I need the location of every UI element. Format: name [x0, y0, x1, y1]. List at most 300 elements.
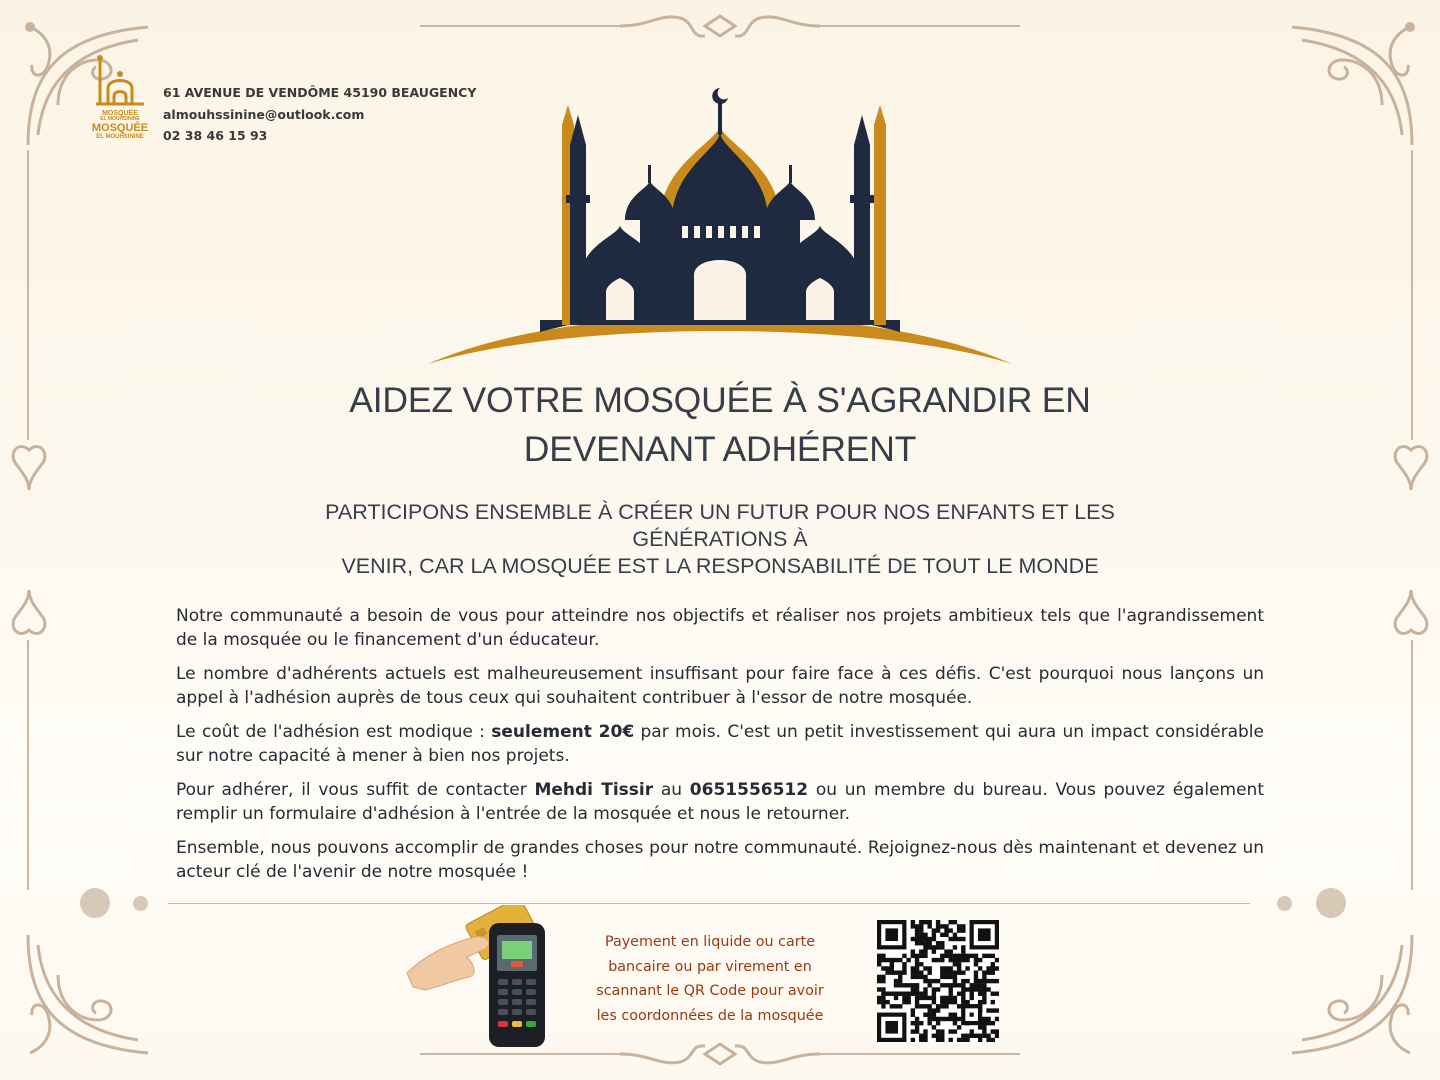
qr-module — [915, 983, 919, 987]
qr-module — [986, 966, 990, 970]
logo-mosque-icon — [88, 52, 152, 110]
payment-terminal-illustration — [405, 905, 555, 1050]
qr-module — [911, 1038, 915, 1042]
qr-module — [915, 992, 919, 996]
corner-ornament-bottom-left — [18, 925, 158, 1065]
page-title — [250, 376, 1190, 474]
side-ornament-left-upper — [8, 440, 50, 500]
qr-module — [885, 1021, 898, 1034]
qr-module — [885, 970, 889, 974]
qr-module — [877, 1000, 881, 1004]
qr-module — [949, 949, 953, 953]
qr-module — [970, 983, 974, 987]
qr-module — [881, 1004, 885, 1008]
qr-module — [919, 933, 923, 937]
qr-module — [961, 987, 965, 991]
qr-module — [970, 992, 974, 996]
qr-module — [919, 1034, 923, 1038]
decor-dot — [1316, 888, 1346, 918]
qr-module — [932, 1017, 936, 1021]
qr-module — [982, 1017, 986, 1021]
qr-module — [932, 1034, 936, 1038]
qr-module — [932, 933, 936, 937]
qr-module — [986, 1017, 990, 1021]
mosque-logo — [88, 52, 152, 144]
qr-module — [936, 924, 940, 928]
qr-module — [978, 1034, 982, 1038]
qr-module — [923, 987, 927, 991]
qr-module — [957, 983, 961, 987]
qr-module — [932, 1025, 936, 1029]
qr-module — [927, 937, 931, 941]
qr-module — [961, 970, 965, 974]
qr-module — [953, 945, 957, 949]
qr-module — [965, 979, 969, 983]
qr-module — [927, 920, 931, 924]
qr-module — [881, 954, 885, 958]
qr-module — [885, 958, 889, 962]
qr-module — [961, 992, 965, 996]
qr-module — [978, 983, 982, 987]
qr-module — [923, 954, 927, 958]
qr-module — [949, 996, 953, 1000]
qr-module — [923, 1004, 927, 1008]
subtitle-line-2: VENIR, CAR LA MOSQUÉE EST LA RESPONSABILITÉ DE TOUT LE MONDE — [341, 554, 1099, 578]
qr-module — [927, 1004, 931, 1008]
qr-module — [944, 933, 948, 937]
qr-module — [970, 1013, 974, 1017]
qr-module — [932, 1013, 936, 1017]
qr-module — [991, 1038, 995, 1042]
qr-module — [936, 1034, 940, 1038]
qr-module — [953, 1013, 957, 1017]
qr-module — [915, 937, 919, 941]
qr-module — [923, 996, 927, 1000]
qr-module — [961, 996, 965, 1000]
qr-module — [957, 924, 961, 928]
qr-module — [923, 933, 927, 937]
qr-module — [949, 992, 953, 996]
text-run: au — [653, 780, 690, 800]
qr-module — [890, 958, 894, 962]
qr-module — [915, 1000, 919, 1004]
qr-module — [927, 1013, 931, 1017]
qr-module — [982, 992, 986, 996]
qr-module — [940, 966, 944, 970]
qr-module — [991, 1008, 995, 1012]
qr-module — [953, 954, 957, 958]
logo-text-small: MOSQUÉE — [102, 110, 138, 117]
qr-module — [974, 987, 978, 991]
qr-module — [974, 983, 978, 987]
qr-module — [906, 992, 910, 996]
qr-module — [932, 958, 936, 962]
qr-module — [982, 1034, 986, 1038]
qr-module — [982, 1025, 986, 1029]
qr-module — [911, 1021, 915, 1025]
qr-module — [978, 1038, 982, 1042]
qr-module — [894, 1004, 898, 1008]
qr-module — [940, 975, 944, 979]
qr-module — [986, 987, 990, 991]
qr-module — [953, 962, 957, 966]
qr-module — [919, 937, 923, 941]
decor-dot — [80, 888, 110, 918]
logo-text-small: EL MOUHSININE — [96, 134, 144, 140]
qr-module — [949, 983, 953, 987]
body-text — [176, 604, 1264, 894]
qr-module — [927, 966, 931, 970]
qr-module — [915, 1021, 919, 1025]
qr-module — [949, 1038, 953, 1042]
qr-module — [961, 949, 965, 953]
payment-line-4: les coordonnées de la mosquée — [596, 1007, 824, 1024]
qr-module — [915, 1017, 919, 1021]
qr-module — [915, 933, 919, 937]
payment-line-3: scannant le QR Code pour avoir — [596, 983, 824, 999]
qr-module — [982, 970, 986, 974]
qr-module — [877, 958, 881, 962]
qr-module — [944, 954, 948, 958]
qr-module — [890, 992, 894, 996]
qr-module — [949, 954, 953, 958]
qr-module — [944, 983, 948, 987]
qr-module — [982, 1000, 986, 1004]
qr-module — [932, 992, 936, 996]
qr-module — [940, 1017, 944, 1021]
paragraph-3 — [176, 720, 1264, 768]
qr-module — [986, 970, 990, 974]
qr-module — [894, 992, 898, 996]
logo-text-small: EL MOUHSININE — [100, 116, 140, 122]
qr-module — [902, 983, 906, 987]
qr-module — [953, 983, 957, 987]
qr-module — [919, 954, 923, 958]
qr-module — [927, 979, 931, 983]
qr-module — [957, 928, 961, 932]
qr-module — [936, 928, 940, 932]
qr-module — [911, 1008, 915, 1012]
qr-module — [923, 1034, 927, 1038]
qr-module — [957, 937, 961, 941]
paragraph-2: Le nombre d'adhérents actuels est malheureusement insuffisant pour faire face à ces défis. C'est pourquoi nous lançons un appel à l'adhésion auprès de tous ceux qui souhaitent contribuer à l'essor de notre mosquée. — [176, 664, 1264, 708]
qr-module — [932, 1008, 936, 1012]
qr-module — [991, 966, 995, 970]
qr-module — [898, 970, 902, 974]
qr-module — [927, 945, 931, 949]
qr-module — [919, 928, 923, 932]
qr-module — [940, 933, 944, 937]
qr-module — [885, 1000, 889, 1004]
qr-module — [923, 949, 927, 953]
qr-module — [898, 1004, 902, 1008]
qr-module — [911, 1013, 915, 1017]
qr-module — [961, 924, 965, 928]
qr-module — [978, 928, 991, 941]
qr-module — [877, 987, 881, 991]
qr-module — [894, 958, 898, 962]
qr-module — [936, 1017, 940, 1021]
qr-module — [949, 966, 953, 970]
qr-module — [923, 1013, 927, 1017]
email-link[interactable]: almouhssinine@outlook.com — [163, 106, 365, 122]
qr-module — [957, 962, 961, 966]
qr-module — [923, 1038, 927, 1042]
qr-module — [927, 1008, 931, 1012]
qr-module — [927, 983, 931, 987]
text-run: Le coût de l'adhésion est modique : — [176, 722, 492, 742]
qr-module — [974, 979, 978, 983]
qr-module — [957, 1004, 961, 1008]
qr-module — [919, 1004, 923, 1008]
qr-module — [915, 966, 919, 970]
qr-module — [961, 1038, 965, 1042]
contact-phone: 0651556512 — [689, 780, 809, 800]
qr-module — [936, 979, 940, 983]
qr-module — [915, 996, 919, 1000]
qr-module — [932, 979, 936, 983]
side-ornament-right-upper — [1390, 440, 1432, 500]
qr-module — [932, 928, 936, 932]
qr-module — [949, 970, 953, 974]
qr-module — [995, 1017, 999, 1021]
qr-module — [881, 1000, 885, 1004]
qr-module — [911, 954, 915, 958]
qr-module — [915, 987, 919, 991]
top-center-flourish — [620, 8, 820, 48]
qr-module — [995, 1008, 999, 1012]
qr-module — [919, 992, 923, 996]
qr-module — [923, 975, 927, 979]
qr-module — [881, 987, 885, 991]
qr-module — [944, 970, 948, 974]
qr-module — [890, 970, 894, 974]
qr-module — [949, 1017, 953, 1021]
qr-module — [894, 970, 898, 974]
qr-module — [919, 924, 923, 928]
text-run: ou un membre du bureau. Vous pouvez également remplir un formulaire d'adhésion à l'entrée de la mosquée et nous le retourner. — [176, 780, 1264, 824]
qr-module — [961, 937, 965, 941]
qr-module — [906, 983, 910, 987]
qr-module — [995, 966, 999, 970]
qr-module — [902, 1000, 906, 1004]
qr-module — [915, 970, 919, 974]
qr-module — [881, 979, 885, 983]
qr-module — [957, 958, 961, 962]
qr-module — [953, 1000, 957, 1004]
qr-module — [986, 1021, 990, 1025]
qr-module — [898, 983, 902, 987]
qr-module — [949, 958, 953, 962]
qr-module — [923, 979, 927, 983]
qr-module — [877, 975, 881, 979]
qr-module — [940, 924, 944, 928]
qr-module — [961, 979, 965, 983]
mosque-silhouette-illustration — [420, 70, 1020, 370]
qr-module — [936, 1038, 940, 1042]
qr-module — [877, 954, 881, 958]
qr-module — [936, 1004, 940, 1008]
qr-module — [986, 954, 990, 958]
qr-module — [961, 1000, 965, 1004]
qr-module — [906, 996, 910, 1000]
qr-module — [944, 1000, 948, 1004]
qr-module — [936, 920, 940, 924]
qr-module — [965, 1034, 969, 1038]
qr-module — [936, 945, 940, 949]
qr-module — [982, 1021, 986, 1025]
qr-module — [965, 958, 969, 962]
logo-text-large: MOSQUÉE — [91, 122, 149, 134]
qr-module — [940, 1000, 944, 1004]
qr-module — [911, 924, 915, 928]
qr-module — [978, 1025, 982, 1029]
qr-module — [953, 920, 957, 924]
qr-module — [911, 987, 915, 991]
qr-module — [974, 975, 978, 979]
qr-module — [923, 945, 927, 949]
qr-module — [919, 949, 923, 953]
qr-module — [885, 928, 898, 941]
phone-number: 02 38 46 15 93 — [163, 128, 268, 143]
qr-module — [991, 954, 995, 958]
qr-module — [936, 987, 940, 991]
qr-module — [940, 1034, 944, 1038]
qr-module — [911, 983, 915, 987]
qr-module — [932, 937, 936, 941]
qr-module — [915, 1025, 919, 1029]
qr-module — [923, 937, 927, 941]
page-subtitle — [250, 499, 1190, 580]
qr-module — [944, 1017, 948, 1021]
qr-module — [932, 987, 936, 991]
qr-module — [965, 1000, 969, 1004]
qr-module — [953, 975, 957, 979]
paragraph-4 — [176, 778, 1264, 826]
qr-module — [877, 979, 881, 983]
qr-module — [940, 996, 944, 1000]
qr-module — [911, 949, 915, 953]
qr-module — [953, 970, 957, 974]
qr-module — [974, 970, 978, 974]
qr-module — [915, 928, 919, 932]
qr-module — [911, 1029, 915, 1033]
qr-module — [991, 1021, 995, 1025]
qr-module — [923, 920, 927, 924]
qr-module — [881, 996, 885, 1000]
qr-module — [961, 954, 965, 958]
qr-module — [919, 996, 923, 1000]
qr-module — [965, 1038, 969, 1042]
qr-module — [957, 1025, 961, 1029]
qr-code[interactable] — [877, 920, 999, 1042]
qr-module — [890, 1004, 894, 1008]
title-line-1: AIDEZ VOTRE MOSQUÉE À S'AGRANDIR EN — [349, 380, 1091, 420]
qr-module — [877, 996, 881, 1000]
qr-module — [881, 975, 885, 979]
qr-module — [902, 966, 906, 970]
qr-module — [894, 996, 898, 1000]
qr-module — [940, 970, 944, 974]
qr-module — [915, 975, 919, 979]
qr-module — [995, 958, 999, 962]
qr-module — [936, 1008, 940, 1012]
bottom-center-flourish — [620, 1036, 820, 1076]
qr-module — [986, 979, 990, 983]
qr-module — [991, 1029, 995, 1033]
qr-module — [986, 1034, 990, 1038]
qr-module — [978, 992, 982, 996]
subtitle-line-1: PARTICIPONS ENSEMBLE À CRÉER UN FUTUR POUR NOS ENFANTS ET LES GÉNÉRATIONS À — [325, 500, 1115, 551]
qr-module — [957, 966, 961, 970]
qr-module — [911, 975, 915, 979]
qr-module — [915, 924, 919, 928]
qr-module — [953, 996, 957, 1000]
address: 61 AVENUE DE VENDÔME 45190 BEAUGENCY — [163, 85, 477, 100]
qr-module — [919, 1021, 923, 1025]
qr-module — [949, 975, 953, 979]
qr-module — [898, 958, 902, 962]
qr-module — [949, 1000, 953, 1004]
qr-module — [961, 928, 965, 932]
qr-module — [944, 966, 948, 970]
qr-module — [902, 992, 906, 996]
qr-module — [991, 979, 995, 983]
qr-module — [974, 1034, 978, 1038]
qr-module — [974, 958, 978, 962]
qr-module — [949, 1029, 953, 1033]
qr-module — [915, 1029, 919, 1033]
title-line-2: DEVENANT ADHÉRENT — [523, 429, 917, 469]
qr-module — [957, 992, 961, 996]
qr-module — [906, 958, 910, 962]
qr-module — [915, 954, 919, 958]
qr-module — [919, 1038, 923, 1042]
qr-module — [974, 962, 978, 966]
qr-module — [974, 954, 978, 958]
qr-module — [982, 975, 986, 979]
separator-line — [168, 903, 1250, 904]
qr-module — [991, 970, 995, 974]
qr-module — [885, 992, 889, 996]
qr-module — [986, 1008, 990, 1012]
qr-module — [894, 983, 898, 987]
qr-module — [970, 954, 974, 958]
qr-module — [961, 1034, 965, 1038]
qr-module — [881, 992, 885, 996]
qr-module — [932, 949, 936, 953]
qr-module — [902, 996, 906, 1000]
qr-module — [953, 1029, 957, 1033]
qr-module — [927, 941, 931, 945]
qr-module — [898, 992, 902, 996]
qr-module — [991, 1000, 995, 1004]
qr-module — [961, 958, 965, 962]
qr-module — [995, 1034, 999, 1038]
qr-module — [940, 1038, 944, 1042]
qr-module — [982, 987, 986, 991]
payment-line-1: Payement en liquide ou carte — [604, 934, 816, 950]
qr-module — [953, 1021, 957, 1025]
qr-module — [906, 1000, 910, 1004]
qr-module — [949, 920, 953, 924]
qr-module — [957, 1017, 961, 1021]
payment-line-2: bancaire ou par virement en — [608, 958, 812, 975]
qr-module — [902, 962, 906, 966]
qr-module — [940, 945, 944, 949]
qr-module — [923, 1029, 927, 1033]
qr-module — [978, 987, 982, 991]
